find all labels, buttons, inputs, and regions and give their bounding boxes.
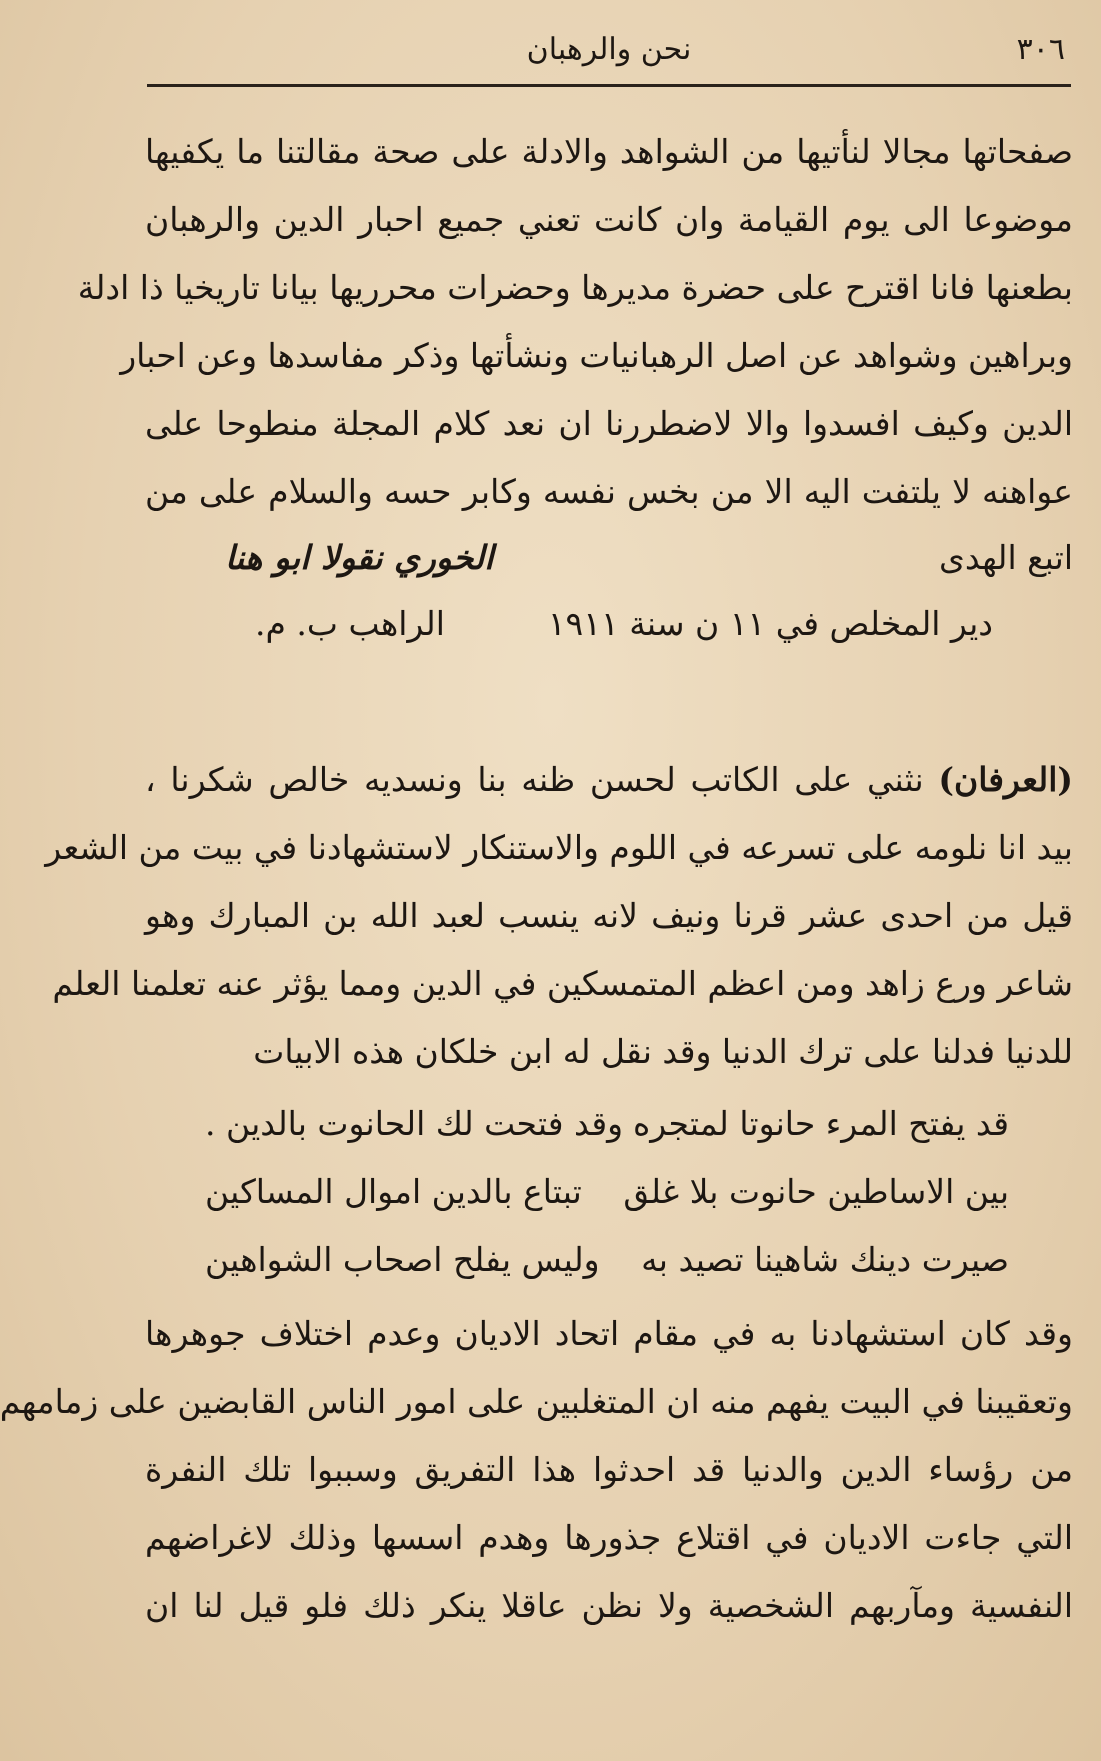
- letter-line: وبراهين وشواهد عن اصل الرهبانيات ونشأتها وذكر مفاسدها وعن احبار: [120, 336, 1073, 375]
- paragraph-line: من رؤساء الدين والدنيا قد احدثوا هذا التفريق وسببوا تلك النفرة: [145, 1450, 1073, 1489]
- reply-line: بيد انا نلومه على تسرعه في اللوم والاستنكار لاستشهادنا في بيت من الشعر: [45, 828, 1073, 867]
- reply-first-line: [145, 754, 1073, 806]
- reply-line: شاعر ورع زاهد ومن اعظم المتمسكين في الدين ومما يؤثر عنه تعلمنا العلم: [52, 964, 1073, 1003]
- page-header: [153, 28, 1065, 84]
- letter-line: الدين وكيف افسدوا والا لاضطررنا ان نعد كلام المجلة منطوحا على: [145, 404, 1073, 443]
- signature-row: [145, 532, 1073, 584]
- verse-first-hemistich: صيرت دينك شاهينا تصيد به: [641, 1240, 1009, 1279]
- paragraph-line: التي جاءت الاديان في اقتلاع جذورها وهدم اسسها وذلك لاغراضهم: [145, 1518, 1073, 1557]
- reply-label: (العرفان): [938, 760, 1073, 799]
- verse-row: [145, 1166, 1073, 1218]
- author-name: الخوري نقولا ابو هنا: [225, 538, 494, 577]
- paragraph-line: وتعقيبنا في البيت يفهم منه ان المتغلبين على امور الناس القابضين على زمامهم: [0, 1382, 1073, 1421]
- letter-line: بطعنها فانا اقترح على حضرة مديرها وحضرات محرريها بيانا تاريخيا ذا ادلة: [77, 268, 1073, 307]
- signature-row: [145, 598, 1073, 650]
- letter-line: عواهنه لا يلتفت اليه الا من بخس نفسه وكابر حسه والسلام على من: [145, 472, 1073, 511]
- monk-signature: الراهب ب. م.: [255, 604, 445, 643]
- running-title: نحن والرهبان: [526, 32, 692, 67]
- reply-line: قيل من احدى عشر قرنا ونيف لانه ينسب لعبد الله بن المبارك وهو: [145, 896, 1073, 935]
- place-date: دير المخلص في ١١ ن سنة ١٩١١: [547, 604, 993, 643]
- paragraph-line: النفسية ومآربهم الشخصية ولا نظن عاقلا ينكر ذلك فلو قيل لنا ان: [145, 1586, 1073, 1625]
- paragraph-line: وقد كان استشهادنا به في مقام اتحاد الاديان وعدم اختلاف جوهرها: [145, 1314, 1073, 1353]
- verse-row: [145, 1234, 1073, 1286]
- verse-first-hemistich: قد يفتح المرء حانوتا لمتجره: [632, 1104, 1009, 1143]
- verse-row: [145, 1098, 1073, 1150]
- reply-line: للدنيا فدلنا على ترك الدنيا وقد نقل له ابن خلكان هذه الابيات: [253, 1032, 1073, 1071]
- verse-first-hemistich: بين الاساطين حانوت بلا غلق: [623, 1172, 1009, 1211]
- letter-line: صفحاتها مجالا لنأتيها من الشواهد والادلة على صحة مقالتنا ما يكفيها: [145, 132, 1073, 171]
- letter-line: موضوعا الى يوم القيامة وان كانت تعني جميع احبار الدين والرهبان: [145, 200, 1073, 239]
- closing-greeting: اتبع الهدى: [939, 538, 1073, 577]
- reply-text: نثني على الكاتب لحسن ظنه بنا ونسديه خالص شكرنا ،: [145, 760, 939, 799]
- verse-second-hemistich: تبتاع بالدين اموال المساكين: [205, 1172, 582, 1211]
- verse-second-hemistich: وليس يفلح اصحاب الشواهين: [205, 1240, 600, 1279]
- verse-second-hemistich: وقد فتحت لك الحانوت بالدين .: [205, 1104, 624, 1143]
- page-number: ٣٠٦: [1016, 32, 1065, 67]
- header-rule: [147, 84, 1071, 87]
